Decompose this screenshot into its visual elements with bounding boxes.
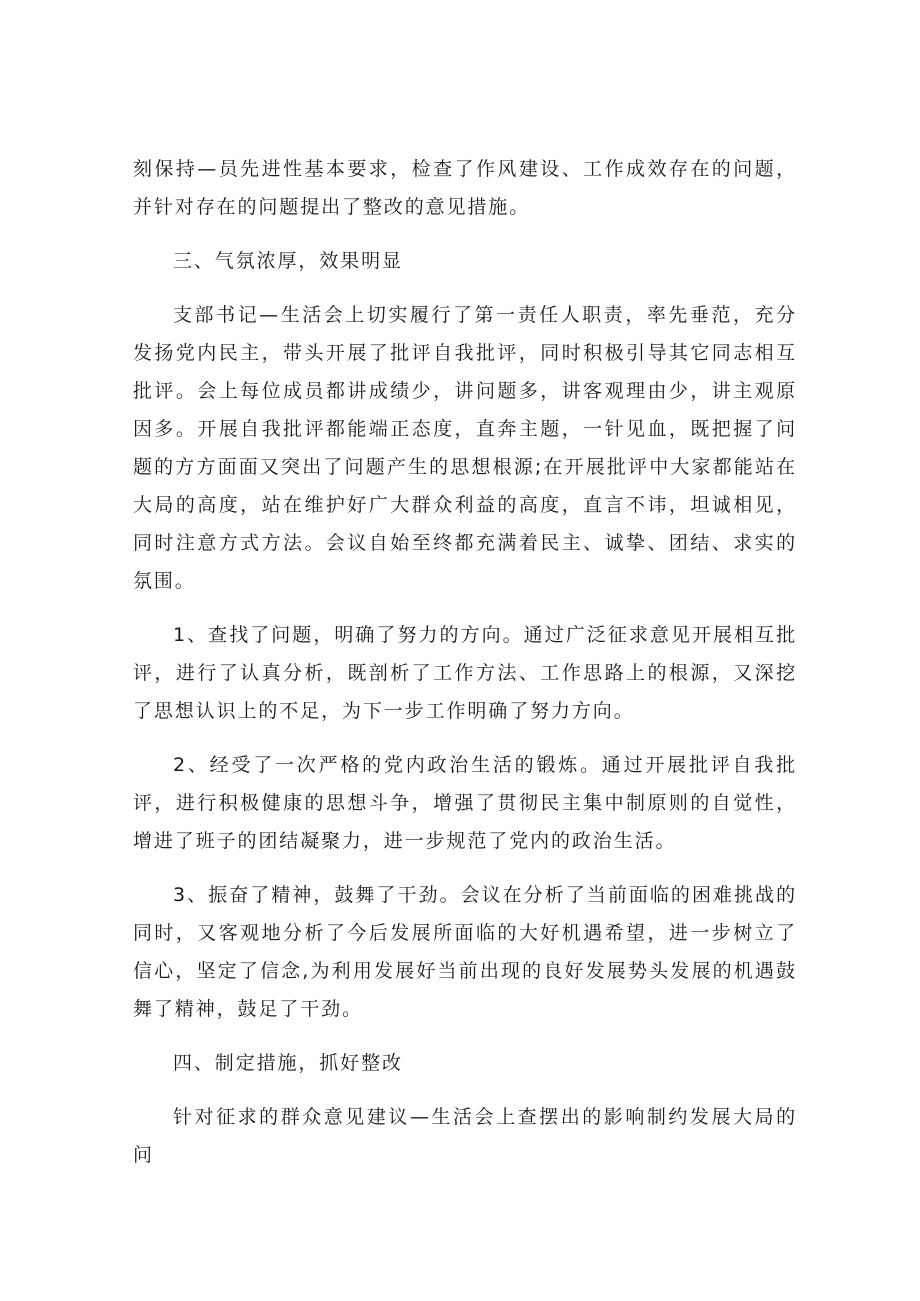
paragraph-item-3: 3、振奋了精神，鼓舞了干劲。会议在分析了当前面临的困难挑战的同时，又客观地分析了今后发展所面临的大好机遇希望，进一步树立了信心，坚定了信念,为利用发展好当前出现的良好发展势头发展的机遇鼓舞了精神，鼓足了干劲。 [133, 884, 797, 1020]
section-heading-four: 四、制定措施，抓好整改 [173, 1052, 403, 1074]
paragraph-item-1: 1、查找了问题，明确了努力的方向。通过广泛征求意见开展相互批评，进行了认真分析，既剖析了工作方法、工作思路上的根源，又深挖了思想认识上的不足，为下一步工作明确了努力方向。 [133, 624, 797, 722]
paragraph-item-2: 2、经受了一次严格的党内政治生活的锻炼。通过开展批评自我批评，进行积极健康的思想斗争，增强了贯彻民主集中制原则的自觉性，增进了班子的团结凝聚力，进一步规范了党内的政治生活。 [133, 754, 797, 852]
paragraph-measures: 针对征求的群众意见建议—生活会上查摆出的影响制约发展大局的问 [133, 1106, 797, 1166]
section-heading-three: 三、气氛浓厚，效果明显 [173, 250, 403, 272]
document-body [133, 150, 797, 1190]
paragraph-continuation: 刻保持—员先进性基本要求，检查了作风建设、工作成效存在的问题，并针对存在的问题提出了整改的意见措施。 [133, 158, 797, 218]
paragraph-secretary: 支部书记—生活会上切实履行了第一责任人职责，率先垂范，充分发扬党内民主，带头开展了批评自我批评，同时积极引导其它同志相互批评。会上每位成员都讲成绩少，讲问题多，讲客观理由少，讲主观原因多。开展自我批评都能端正态度，直奔主题，一针见血，既把握了问题的方方面面又突出了问题产生的思想根源;在开展批评中大家都能站在大局的高度，站在维护好广大群众利益的高度，直言不讳，坦诚相见，同时注意方式方法。会议自始至终都充满着民主、诚挚、团结、求实的氛围。 [133, 304, 797, 592]
